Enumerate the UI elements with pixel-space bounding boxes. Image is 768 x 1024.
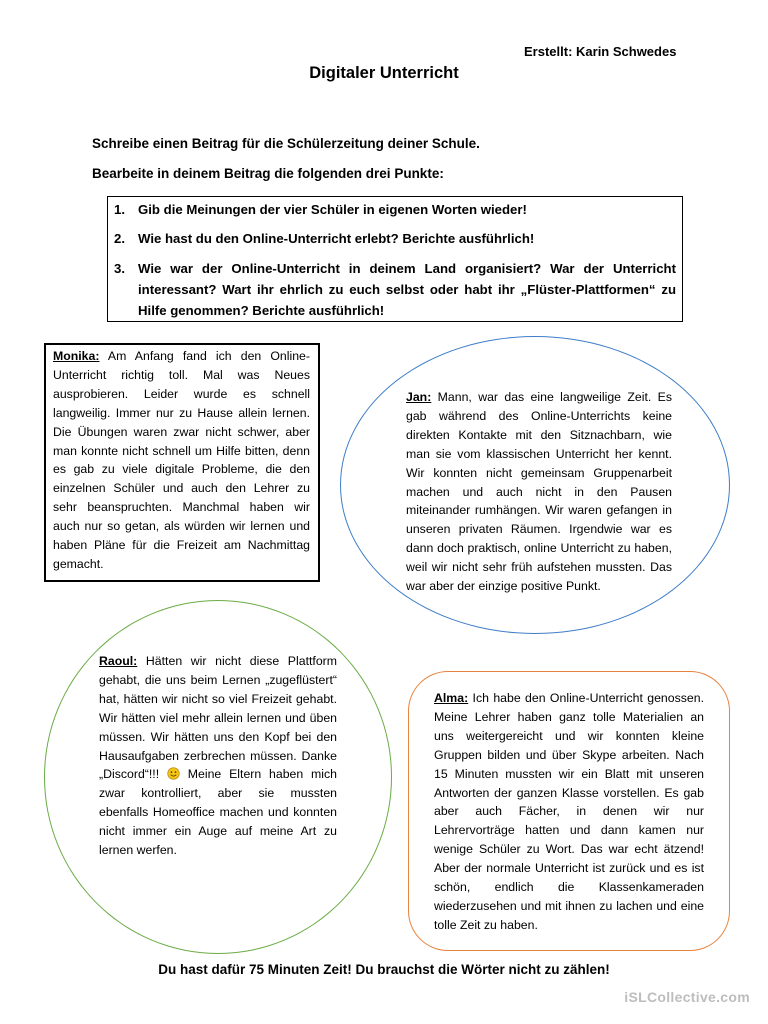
- jan-statement: [406, 388, 672, 596]
- task-number: 2.: [114, 231, 125, 246]
- speaker-name: Monika:: [53, 349, 100, 363]
- time-instruction: Du hast dafür 75 Minuten Zeit! Du brauchst die Wörter nicht zu zählen!: [158, 962, 610, 977]
- speaker-name: Alma:: [434, 691, 469, 705]
- statement-text-continued: Meine Eltern haben mich zwar kontrolliert, aber sie mussten ebenfalls Homeoffice machen und konnten nicht immer ein Auge auf meine Art zu lernen werfen.: [99, 767, 338, 858]
- statement-text: Hätten wir nicht diese Plattform gehabt, die uns beim Lernen „zugeflüstert“ hat, hätten wir nicht so viel Freizeit gehabt. Wir hätten viel mehr allein lernen und üben müssen. Wir hätten uns den Kopf bei den Hausaufgaben zerbrechen müssen. Danke „Discord“!!!: [99, 654, 337, 782]
- task-number: 1.: [114, 202, 125, 217]
- task-number: 3.: [114, 261, 125, 276]
- intro-line-2: Bearbeite in deinem Beitrag die folgenden drei Punkte:: [92, 166, 444, 181]
- intro-line-1: Schreibe einen Beitrag für die Schülerzeitung deiner Schule.: [92, 136, 480, 151]
- page-title: Digitaler Unterricht: [309, 64, 459, 82]
- task-text: Gib die Meinungen der vier Schüler in eigenen Worten wieder!: [138, 202, 527, 217]
- monika-statement: [53, 347, 310, 574]
- speaker-name: Jan:: [406, 390, 432, 404]
- smiley-icon: [167, 767, 180, 780]
- task-text: Wie hast du den Online-Unterricht erlebt? Berichte ausführlich!: [138, 231, 535, 246]
- task-item: [114, 199, 676, 220]
- statement-text: Mann, war das eine langweilige Zeit. Es gab während des Online-Unterrichts keine direkten Kontakte mit den Sitznachbarn, wie man sie vom klassischen Unterricht her kennt. Wir konnten nicht gemeinsam Gruppenarbeit machen und auch nicht in den Pausen miteinander rumhängen. Wir waren gefangen in unseren privaten Räumen. Irgendwie war es dann doch praktisch, online Unterricht zu haben, weil wir nicht sehr früh aufstehen mussten. Das war aber der einzige positive Punkt.: [406, 390, 672, 594]
- raoul-statement: [99, 652, 337, 860]
- statement-text: Am Anfang fand ich den Online-Unterricht richtig toll. Mal was Neues ausprobieren. Leider wurde es schnell langweilig. Immer nur zu Hause allein lernen. Die Übungen waren zwar nicht schwer, aber man konnte nicht schnell um Hilfe bitten, denn es gab zu viele digitale Probleme, die den einzelnen Schüler und auch den Lehrer zu sehr beanspruchten. Manchmal haben wir auch nur so getan, als würden wir lernen und haben Pläne für die Freizeit am Nachmittag gemacht.: [53, 349, 310, 571]
- statement-text: Ich habe den Online-Unterricht genossen. Meine Lehrer haben ganz tolle Materialien an uns weitergereicht und wir konnten kleine Gruppen bilden und über Skype arbeiten. Nach 15 Minuten mussten wir ein Blatt mit unseren Antworten der ganzen Klasse vorstellen. Es gab aber auch Fächer, in denen wir nur Lehrervorträge hatten und dann kamen nur wenige Schüler zu Wort. Das war echt ätzend! Aber der normale Unterricht ist zurück und es ist schön, endlich die Klassenkameraden wiederzusehen und mit ihnen zu lachen und eine tolle Zeit zu haben.: [434, 691, 704, 932]
- task-item: [114, 228, 676, 249]
- watermark: iSLCollective.com: [624, 989, 750, 1005]
- task-text: Wie war der Online-Unterricht in deinem Land organisiert? War der Unterricht interessant? Wart ihr ehrlich zu euch selbst oder habt ihr „Flüster-Plattformen“ zu Hilfe genommen? Berichte ausführlich!: [138, 261, 676, 318]
- task-item: [114, 258, 676, 321]
- task-list-box: [107, 196, 683, 322]
- alma-statement: [434, 689, 704, 936]
- author-credit: Erstellt: Karin Schwedes: [524, 44, 677, 59]
- speaker-name: Raoul:: [99, 654, 138, 668]
